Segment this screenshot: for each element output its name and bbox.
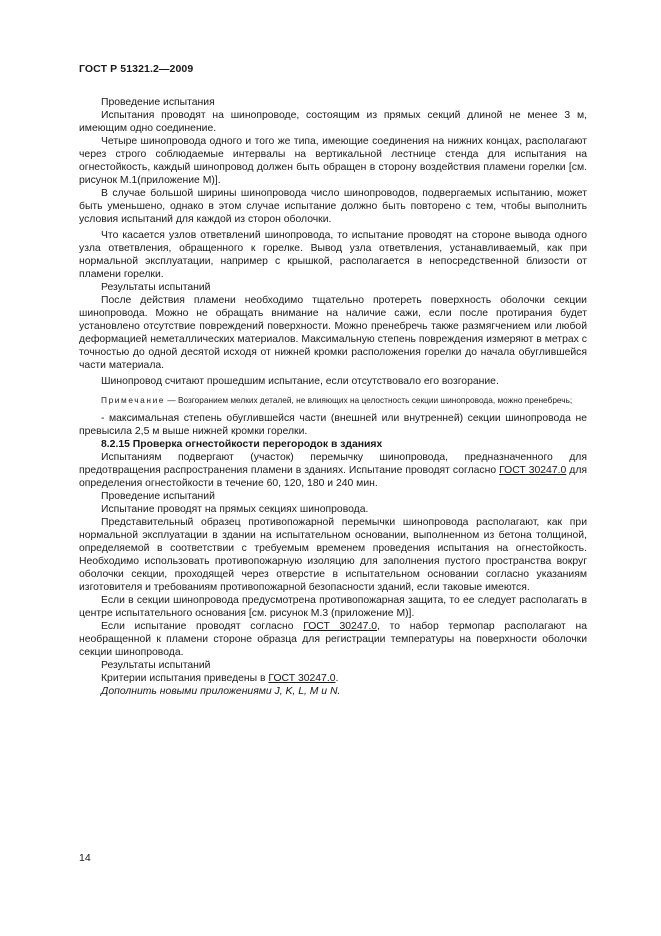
note-text: — Возгоранием мелких деталей, не влияющих на целостность секции шинопровода, можно пренебречь; bbox=[165, 395, 573, 405]
paragraph: Испытание проводят на прямых секциях шинопровода. bbox=[101, 504, 369, 515]
paragraph-text: , то набор термопар располагают на необращенной к пламени стороне образца для регистрации температуры на поверхности оболочки секции шинопровода. bbox=[79, 621, 588, 658]
paragraph: Если в секции шинопровода предусмотрена противопожарная защита, то ее следует располагать в центре испытательного основания [см. рисунок М.3 (приложение М)]. bbox=[79, 595, 587, 619]
procedure-heading: Проведение испытания bbox=[101, 97, 215, 108]
results-heading: Результаты испытаний bbox=[101, 282, 211, 293]
paragraph bbox=[79, 451, 587, 490]
paragraph-text: Критерии испытания приведены в bbox=[101, 673, 269, 684]
standard-link[interactable]: ГОСТ 30247.0 bbox=[268, 673, 336, 684]
results-heading: Результаты испытаний bbox=[101, 660, 211, 671]
note bbox=[79, 394, 587, 406]
paragraph-text: Испытаниям подвергают (участок) перемычку шинопровода, предназначенного для предотвращения распространения пламени в зданиях. Испытание проводят согласно bbox=[79, 452, 587, 476]
note-label: Примечание bbox=[101, 395, 166, 405]
page-number: 14 bbox=[79, 852, 91, 864]
paragraph: - максимальная степень обуглившейся части (внешней или внутренней) секции шинопровода не превысила 2,5 м выше нижней кромки горелки. bbox=[79, 413, 587, 437]
paragraph-text: . bbox=[335, 673, 339, 684]
paragraph: Представительный образец противопожарной перемычки шинопровода располагают, как при нормальной эксплуатации в здании на испытательном основании, выполненном из бетона толщиной, определяемой в соответствии с требуемым временем проведения испытания на огнестойкость. Необходимо использовать противопожарную изоляцию для заполнения пустого пространства вокруг оболочки секции, проходящей через отверстие в испытательном основании согласно указаниям изготовителя и требованиям противопожарной безопасности зданий, если таковые имеются. bbox=[79, 517, 587, 593]
standard-link[interactable]: ГОСТ 30247.0 bbox=[303, 621, 378, 632]
standard-link[interactable]: ГОСТ 30247.0 bbox=[499, 465, 567, 476]
paragraph bbox=[79, 672, 587, 685]
amendment-note: Дополнить новыми приложениями J, K, L, M и N. bbox=[101, 686, 341, 697]
page-body bbox=[79, 96, 587, 698]
document-header: ГОСТ Р 51321.2—2009 bbox=[79, 63, 194, 75]
clause-heading: 8.2.15 Проверка огнестойкости перегородок в зданиях bbox=[101, 439, 383, 450]
paragraph: Четыре шинопровода одного и того же типа, имеющие соединения на нижних концах, располагают через строго соблюдаемые интервалы на вертикальной лестнице стенда для испытания на огнестойкость, каждый шинопровод должен быть обращен в сторону воздействия пламени горелки [см. рисунок М.1(приложение М)]. bbox=[79, 136, 587, 186]
procedure-heading: Проведение испытаний bbox=[101, 491, 215, 502]
paragraph: После действия пламени необходимо тщательно протереть поверхность оболочки секции шинопровода. Можно не обращать внимание на наличие сажи, если после протирания будет установлено отсутствие повреждений поверхности. Можно пренебречь также размягчением или любой деформацией неметаллических материалов. Максимальную степень повреждения измеряют в метрах с точностью до одной десятой исходя от нижней кромки расположения горелки до начала обуглившейся части материала. bbox=[79, 295, 587, 371]
paragraph: В случае большой ширины шинопровода число шинопроводов, подвергаемых испытанию, может быть уменьшено, однако в этом случае испытание должно быть повторено с тем, чтобы выполнить условия испытаний для каждой из сторон оболочки. bbox=[79, 188, 587, 225]
paragraph-text: Если испытание проводят согласно bbox=[101, 621, 304, 632]
paragraph-text: для определения огнестойкости в течение 60, 120, 180 и 240 мин. bbox=[79, 465, 588, 489]
paragraph bbox=[79, 620, 587, 659]
paragraph: Испытания проводят на шинопроводе, состоящим из прямых секций длиной не менее 3 м, имеющим одно соединение. bbox=[79, 110, 587, 134]
paragraph: Что касается узлов ответвлений шинопровода, то испытание проводят на стороне вывода одного узла ответвления, обращенного к горелке. Вывод узла ответвления, устанавливаемый, как при нормальной эксплуатации, например с крышкой, располагается в непосредственной близости от пламени горелки. bbox=[79, 230, 587, 280]
paragraph: Шинопровод считают прошедшим испытание, если отсутствовало его возгорание. bbox=[101, 376, 499, 387]
